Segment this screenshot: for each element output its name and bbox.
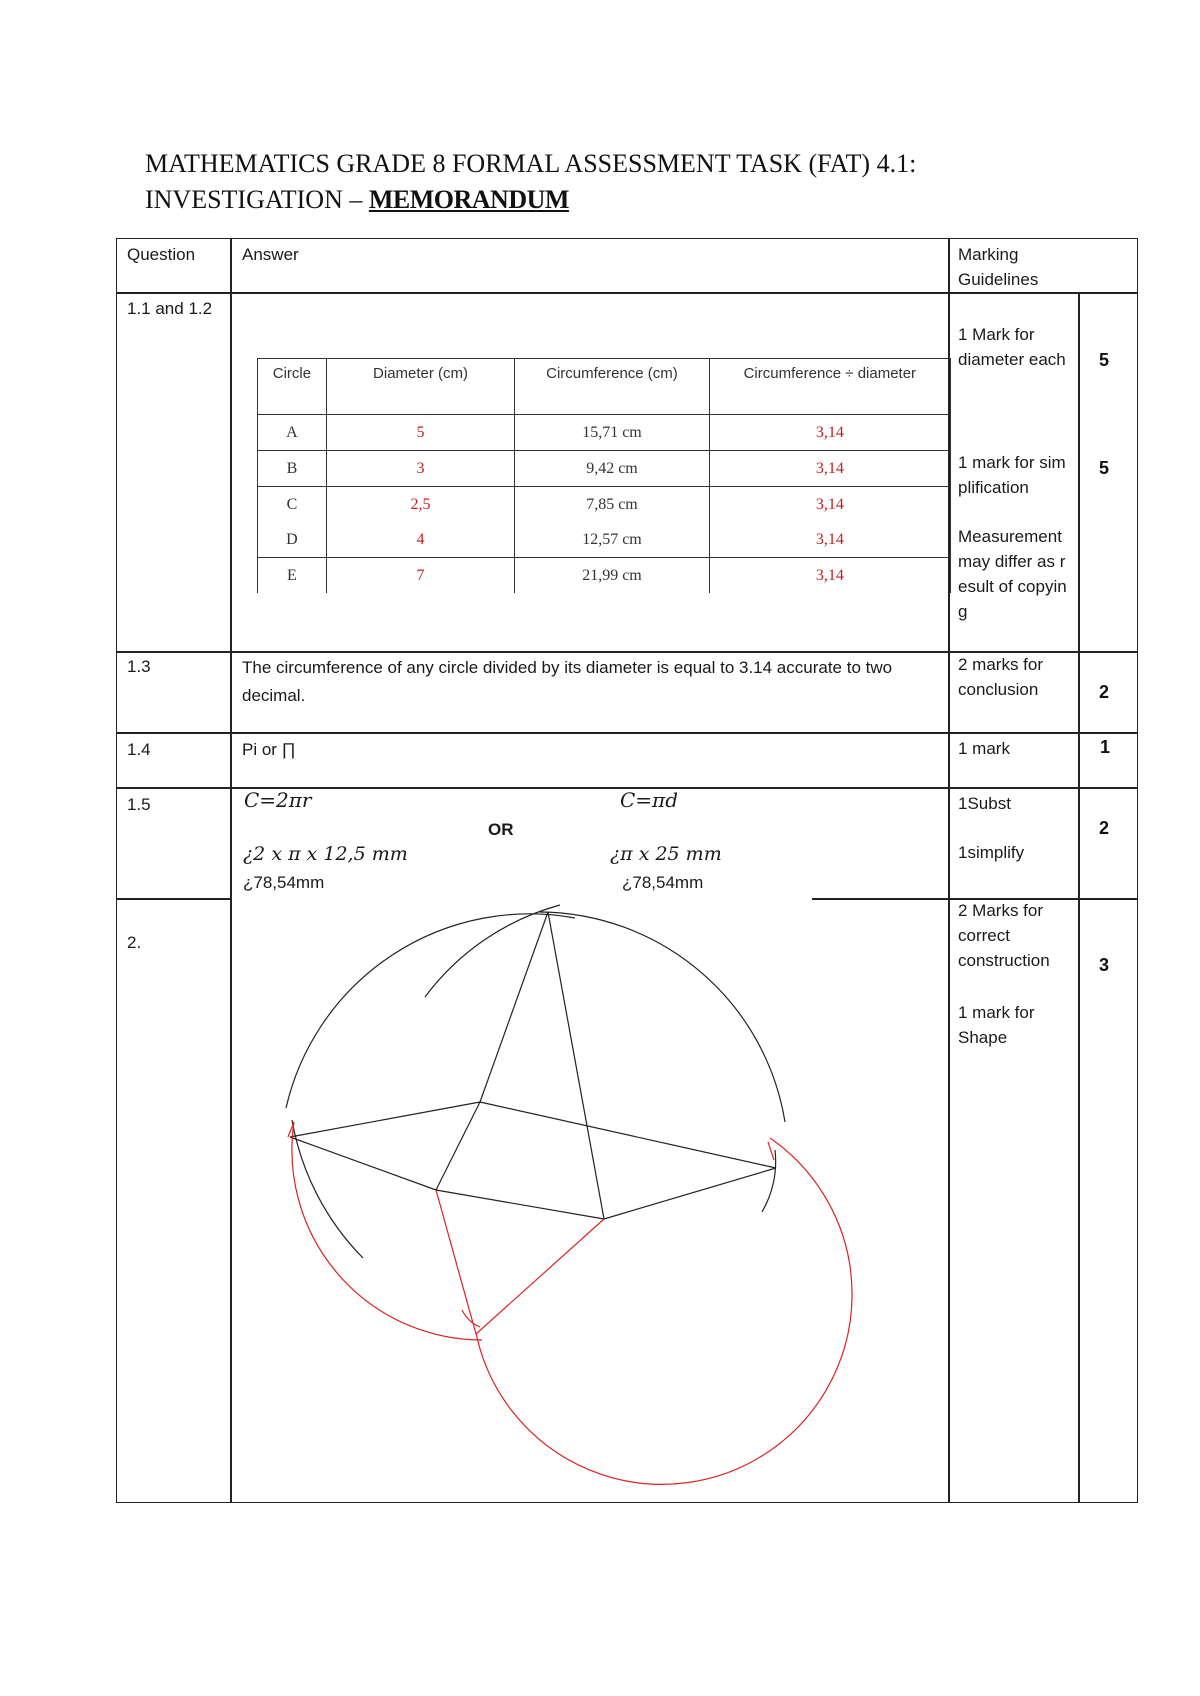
table-cell: 2,5 <box>326 487 514 523</box>
title-prefix: INVESTIGATION – <box>145 185 369 214</box>
construction-line <box>436 1190 604 1219</box>
guide-1-1: 1 Mark for diameter each <box>958 325 1066 369</box>
guide-1-2: 1 mark for simplification <box>958 453 1066 497</box>
guide-1-3: 2 marks for conclusion <box>958 655 1044 699</box>
table-cell: 3,14 <box>709 487 950 523</box>
construction-line <box>604 1168 776 1219</box>
mark-1-3: 2 <box>1099 682 1110 702</box>
result-radius: ¿78,54mm <box>243 873 325 892</box>
table-cell: 3,14 <box>709 522 950 558</box>
guide-2-shape: 1 mark for Shape <box>958 1003 1035 1047</box>
title-memorandum: MEMORANDUM <box>368 185 569 214</box>
question-1-5: 1.5 <box>127 795 151 814</box>
guide-1-4: 1 mark <box>958 739 1010 758</box>
substitution-diameter: ¿π x 25 mm <box>610 843 722 865</box>
header-marking: Marking Guidelines <box>958 245 1039 289</box>
construction-arc <box>540 912 785 1122</box>
table-cell: 12,57 cm <box>515 522 709 558</box>
construction-line-red <box>476 1219 604 1334</box>
table-cell: 3 <box>326 451 514 487</box>
guide-1-2-note: Measurement may differ as result of copying <box>958 527 1067 621</box>
header-question: Question <box>127 245 196 264</box>
circle-table-header: Circumference (cm) <box>515 359 709 415</box>
construction-arc <box>292 1120 363 1258</box>
guide-1-5-simplify: 1simplify <box>958 843 1025 862</box>
question-1-1: 1.1 and 1.2 <box>127 299 213 318</box>
formula-circumference-radius: C=2πr <box>244 788 312 812</box>
answer-1-3: The circumference of any circle divided by its diameter is equal to 3.14 accurate to two decimal. <box>242 658 893 705</box>
table-cell: 3,14 <box>709 451 950 487</box>
arc-tick-red <box>768 1142 774 1160</box>
construction-line <box>480 912 548 1102</box>
question-1-3: 1.3 <box>127 657 151 676</box>
mark-1-4: 1 <box>1100 737 1111 757</box>
title-line-1: MATHEMATICS GRADE 8 FORMAL ASSESSMENT TASK (FAT) 4.1: <box>145 149 917 178</box>
construction-line <box>290 1137 436 1190</box>
result-diameter: ¿78,54mm <box>622 873 704 892</box>
table-cell: 3,14 <box>709 415 950 451</box>
circle-table-header: Circle <box>258 359 327 415</box>
table-cell: C <box>258 487 327 523</box>
question-2: 2. <box>127 933 142 952</box>
construction-arc <box>425 905 560 997</box>
table-cell: E <box>258 558 327 594</box>
mark-2: 3 <box>1099 955 1110 975</box>
table-cell: 7 <box>326 558 514 594</box>
table-cell: 7,85 cm <box>515 487 709 523</box>
circle-table-header: Diameter (cm) <box>326 359 514 415</box>
construction-line <box>480 1102 776 1168</box>
table-cell: B <box>258 451 327 487</box>
header-answer: Answer <box>242 245 299 264</box>
construction-line-red <box>436 1190 476 1334</box>
mark-1-1: 5 <box>1099 350 1110 370</box>
table-cell: 3,14 <box>709 558 950 594</box>
circle-table-header: Circumference ÷ diameter <box>709 359 950 415</box>
construction-arc <box>286 914 575 1108</box>
table-cell: 4 <box>326 522 514 558</box>
substitution-radius: ¿2 x π x 12,5 mm <box>243 843 408 865</box>
table-cell: A <box>258 415 327 451</box>
construction-line <box>548 912 604 1219</box>
mark-1-5: 2 <box>1099 818 1110 838</box>
formula-circumference-diameter: C=πd <box>620 788 679 812</box>
table-cell: 9,42 cm <box>515 451 709 487</box>
mark-1-2: 5 <box>1099 458 1110 478</box>
table-cell: 15,71 cm <box>515 415 709 451</box>
guide-2-construction: 2 Marks for correct construction <box>958 901 1050 970</box>
table-cell: 21,99 cm <box>515 558 709 594</box>
arc-tick-red <box>462 1310 480 1327</box>
construction-line <box>436 1102 480 1190</box>
answer-1-4: Pi or ∏ <box>242 740 296 759</box>
guide-1-5-subst: 1Subst <box>958 794 1011 813</box>
question-1-4: 1.4 <box>127 740 151 759</box>
construction-arc-red <box>476 1138 852 1484</box>
table-cell: 5 <box>326 415 514 451</box>
or-label: OR <box>488 820 514 839</box>
construction-line <box>290 1102 480 1137</box>
table-cell: D <box>258 522 327 558</box>
